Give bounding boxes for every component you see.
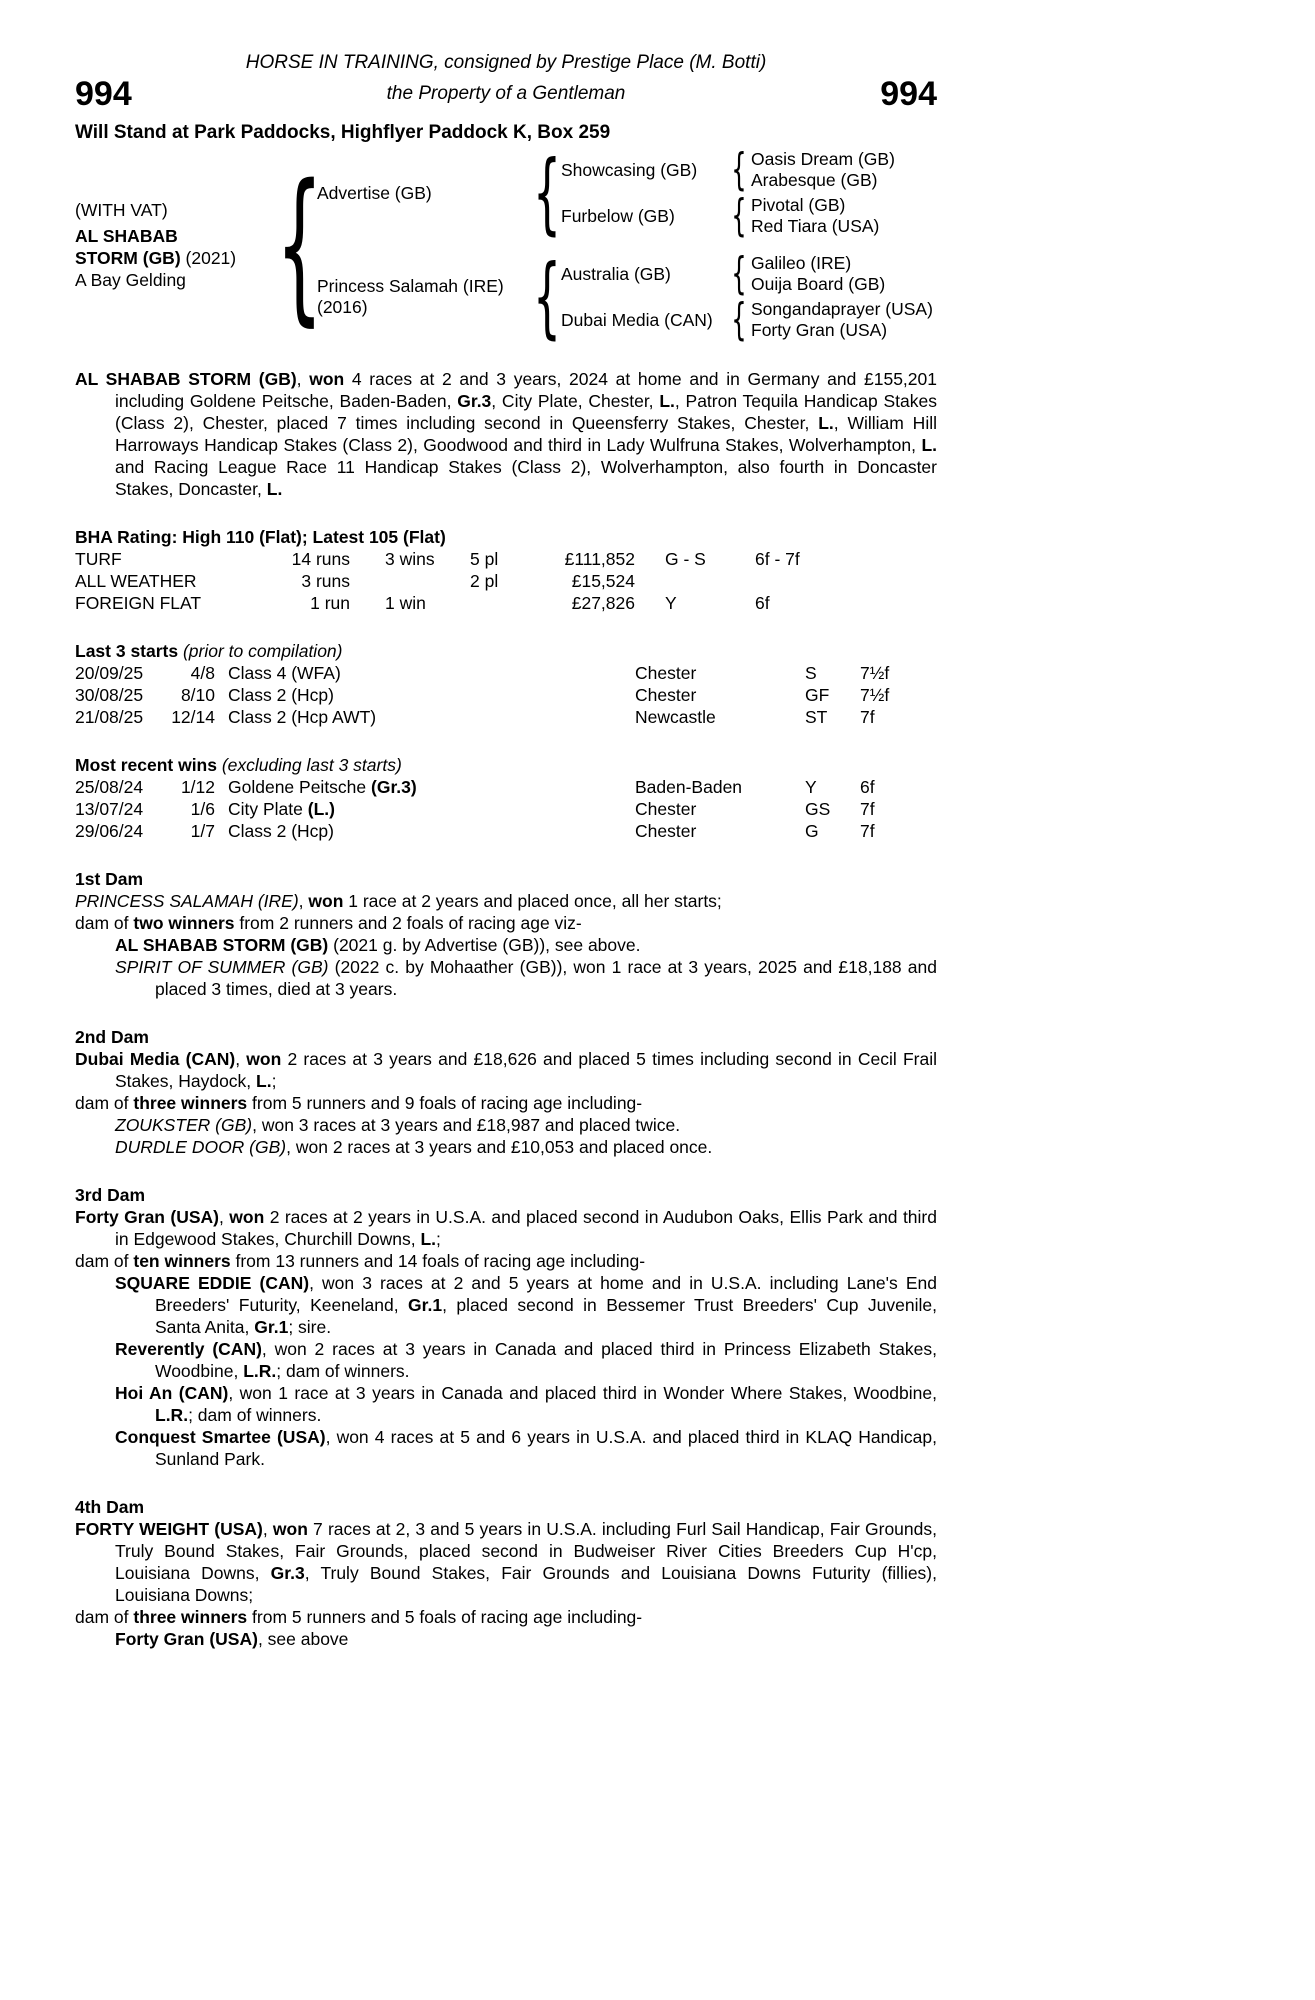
dam2-section (75, 1026, 937, 1158)
finish-position: 1/7 (190, 821, 215, 841)
catalogue-page (75, 0, 937, 1650)
table-row (75, 548, 937, 570)
pedigree-ancestor: Songandaprayer (USA) (751, 299, 933, 319)
race-distance: 7½f (860, 663, 890, 683)
horse-description: A Bay Gelding (75, 270, 186, 290)
race-going: GF (805, 685, 830, 705)
race-course: Newcastle (635, 707, 716, 727)
surface-label: TURF (75, 549, 122, 569)
going-value: Y (665, 593, 677, 613)
table-row (75, 706, 937, 728)
dam-name-text: Princess Salamah (IRE) (317, 276, 504, 296)
race-name: Goldene Peitsche (Gr.3) (228, 777, 417, 797)
placed-value: 2 pl (470, 571, 499, 591)
dam2-heading: 2nd Dam (75, 1027, 149, 1047)
last-starts-title: Last 3 starts (prior to compilation) (75, 641, 343, 661)
pedigree-chart (75, 148, 937, 342)
wins-value: 1 win (385, 593, 426, 613)
going-value (635, 570, 755, 592)
race-name: City Plate (L.) (228, 799, 335, 819)
dam4-dam-of: dam of three winners from 5 runners and 5 foals of racing age including- (75, 1607, 643, 1627)
horse-details (75, 199, 285, 291)
pedigree-ancestor: Arabesque (GB) (751, 170, 878, 190)
finish-position: 12/14 (171, 707, 215, 727)
race-distance: 7f (860, 707, 875, 727)
dam4-heading: 4th Dam (75, 1497, 145, 1517)
dam4-section (75, 1496, 937, 1650)
horse-name-line2 (75, 247, 285, 269)
progeny-entry: Hoi An (CAN), won 1 race at 3 years in Canada and placed third in Wonder Where Stakes, Woodbine, L.R.; dam of winners. (115, 1383, 937, 1425)
race-going: GS (805, 799, 831, 819)
finish-position: 8/10 (180, 685, 215, 705)
progeny-entry: AL SHABAB STORM (GB) (2021 g. by Advertise (GB)), see above. (115, 935, 641, 955)
dam1-heading: 1st Dam (75, 869, 144, 889)
progeny-entry: DURDLE DOOR (GB), won 2 races at 3 years and £10,053 and placed once. (115, 1137, 713, 1157)
race-name: Class 2 (Hcp) (228, 685, 334, 705)
earnings-value: £111,852 (564, 549, 635, 569)
pedigree-brace-icon (729, 298, 749, 342)
earnings-value: £15,524 (571, 571, 635, 591)
sire-branch (317, 148, 933, 238)
race-name: Class 2 (Hcp) (228, 821, 334, 841)
runs-value: 14 runs (291, 549, 350, 569)
dam1-dam-of: dam of two winners from 2 runners and 2 foals of racing age viz- (75, 913, 582, 933)
finish-position: 1/6 (190, 799, 215, 819)
table-row (75, 592, 937, 614)
race-course: Chester (635, 799, 697, 819)
going-value: G - S (665, 549, 706, 569)
race-date: 20/09/25 (75, 663, 144, 683)
race-date: 30/08/25 (75, 685, 144, 705)
dam3-section (75, 1184, 937, 1470)
race-course: Chester (635, 685, 697, 705)
pedigree-ancestor: Oasis Dream (GB) (751, 149, 895, 169)
finish-position: 1/12 (180, 777, 215, 797)
last-starts-section (75, 640, 937, 728)
dam3-dam-of: dam of ten winners from 13 runners and 14 foals of racing age including- (75, 1251, 646, 1271)
lot-number-left: 994 (75, 75, 132, 113)
sire-name: Advertise (GB) (317, 182, 432, 203)
pedigree-gen1-column (317, 148, 933, 342)
race-course: Baden-Baden (635, 777, 743, 797)
pedigree-branch (561, 194, 895, 238)
pedigree-ancestor: Showcasing (GB) (561, 160, 698, 180)
race-distance: 7f (860, 821, 875, 841)
distance-value (755, 570, 937, 592)
race-going: S (805, 663, 817, 683)
race-course: Chester (635, 821, 697, 841)
lot-number-right: 994 (880, 75, 937, 113)
race-name: Class 2 (Hcp AWT) (228, 707, 377, 727)
progeny-entry: SQUARE EDDIE (CAN), won 3 races at 2 and 5 years at home and in U.S.A. including Lane's End Breeders' Futurity, Keeneland, Gr.1, placed second in Bessemer Trust Breeders' Cup Juvenile, Santa Anita, Gr.1; sire. (115, 1273, 937, 1337)
stand-location: Will Stand at Park Paddocks, Highflyer Paddock K, Box 259 (75, 122, 611, 143)
progeny-entry: SPIRIT OF SUMMER (GB) (2022 c. by Mohaather (GB)), won 1 race at 3 years, 2025 and £18,188 and placed 3 times, died at 3 years. (115, 957, 937, 999)
race-date: 29/06/24 (75, 821, 144, 841)
pedigree-branch (561, 252, 933, 296)
surface-label: FOREIGN FLAT (75, 593, 202, 613)
dam2-intro: Dubai Media (CAN), won 2 races at 3 years and £18,626 and placed 5 times including second in Cecil Frail Stakes, Haydock, L.; (75, 1049, 937, 1091)
dam-name (317, 276, 535, 318)
race-course: Chester (635, 663, 697, 683)
earnings-value: £27,826 (571, 593, 635, 613)
pedigree-brace-icon (285, 160, 313, 330)
finish-position: 4/8 (190, 663, 215, 683)
progeny-entry: Conquest Smartee (USA), won 4 races at 5 and 6 years in U.S.A. and placed third in KLAQ Handicap, Sunland Park. (115, 1427, 937, 1469)
progeny-entry: ZOUKSTER (GB), won 3 races at 3 years and £18,987 and placed twice. (115, 1115, 681, 1135)
race-date: 25/08/24 (75, 777, 144, 797)
lot-row (75, 76, 937, 112)
property-line: the Property of a Gentleman (386, 83, 626, 104)
pedigree-ancestor: Galileo (IRE) (751, 253, 852, 273)
progeny-entry: Reverently (CAN), won 2 races at 3 years in Canada and placed third in Princess Elizabeth Stakes, Woodbine, L.R.; dam of winners. (115, 1339, 937, 1381)
race-going: Y (805, 777, 817, 797)
bha-rating-title: BHA Rating: High 110 (Flat); Latest 105 (Flat) (75, 527, 446, 547)
consignment-line: HORSE IN TRAINING, consigned by Prestige Place (M. Botti) (245, 52, 767, 73)
race-going: ST (805, 707, 828, 727)
race-date: 13/07/24 (75, 799, 144, 819)
pedigree-ancestor: Forty Gran (USA) (751, 320, 888, 340)
pedigree-ancestor: Ouija Board (GB) (751, 274, 886, 294)
runs-value: 3 runs (301, 571, 350, 591)
dam2-dam-of: dam of three winners from 5 runners and 9 foals of racing age including- (75, 1093, 643, 1113)
dam-year: (2016) (317, 297, 368, 317)
race-record-paragraph: AL SHABAB STORM (GB), won 4 races at 2 and 3 years, 2024 at home and in Germany and £155,201 including Goldene Peitsche, Baden-Baden, Gr.3, City Plate, Chester, L., Patron Tequila Handicap Stakes (Class 2), Chester, placed 7 times including second in Queensferry Stakes, Chester, L., William Hill Harroways Handicap Stakes (Class 2), Goodwood and third in Lady Wulfruna Stakes, Wolverhampton, L. and Racing League Race 11 Handicap Stakes (Class 2), Wolverhampton, also fourth in Doncaster Stakes, Doncaster, L. (75, 369, 937, 499)
race-distance: 7f (860, 799, 875, 819)
horse-year: (2021) (185, 248, 237, 268)
table-row (75, 776, 937, 798)
bha-rating-section (75, 526, 937, 614)
pedigree-brace-icon (535, 253, 559, 341)
distance-value: 6f (755, 593, 770, 613)
pedigree-brace-icon (729, 194, 749, 238)
dam1-intro: PRINCESS SALAMAH (IRE), won 1 race at 2 years and placed once, all her starts; (75, 891, 722, 911)
surface-label: ALL WEATHER (75, 571, 197, 591)
progeny-entry: Forty Gran (USA), see above (115, 1629, 349, 1649)
wins-value: 3 wins (385, 549, 435, 569)
pedigree-brace-icon (729, 252, 749, 296)
pedigree-brace-icon (535, 149, 559, 237)
race-distance: 7½f (860, 685, 890, 705)
pedigree-ancestor: Dubai Media (CAN) (561, 310, 713, 330)
dam3-intro: Forty Gran (USA), won 2 races at 2 years in U.S.A. and placed second in Audubon Oaks, Ellis Park and third in Edgewood Stakes, Churchill Downs, L.; (75, 1207, 937, 1249)
wins-value (350, 570, 470, 592)
horse-name-suffix: STORM (GB) (75, 248, 181, 268)
dam1-section (75, 868, 937, 1000)
table-row (75, 662, 937, 684)
race-distance: 6f (860, 777, 875, 797)
placed-value: 5 pl (470, 549, 499, 569)
with-vat-label: (WITH VAT) (75, 200, 168, 220)
pedigree-branch (561, 148, 895, 192)
dam-branch (317, 252, 933, 342)
pedigree-branch (561, 298, 933, 342)
pedigree-ancestor: Furbelow (GB) (561, 206, 675, 226)
pedigree-ancestor: Pivotal (GB) (751, 195, 846, 215)
race-going: G (805, 821, 819, 841)
table-row (75, 820, 937, 842)
pedigree-ancestor: Australia (GB) (561, 264, 671, 284)
horse-name-line1: AL SHABAB (75, 226, 178, 246)
table-row (75, 684, 937, 706)
pedigree-brace-icon (729, 148, 749, 192)
distance-value: 6f - 7f (755, 549, 800, 569)
table-row (75, 570, 937, 592)
dam3-heading: 3rd Dam (75, 1185, 146, 1205)
pedigree-ancestor: Red Tiara (USA) (751, 216, 880, 236)
race-name: Class 4 (WFA) (228, 663, 341, 683)
placed-value (470, 592, 545, 614)
recent-wins-section (75, 754, 937, 842)
race-date: 21/08/25 (75, 707, 144, 727)
runs-value: 1 run (310, 593, 350, 613)
dam4-intro: FORTY WEIGHT (USA), won 7 races at 2, 3 and 5 years in U.S.A. including Furl Sail Handicap, Fair Grounds, Truly Bound Stakes, Fair Grounds, placed second in Budweiser River Cities Breeders Cup H'cp, Louisiana Downs, Gr.3, Truly Bound Stakes, Fair Grounds and Louisiana Downs Futurity (fillies), Louisiana Downs; (75, 1519, 937, 1605)
table-row (75, 798, 937, 820)
recent-wins-title: Most recent wins (excluding last 3 starts) (75, 755, 402, 775)
